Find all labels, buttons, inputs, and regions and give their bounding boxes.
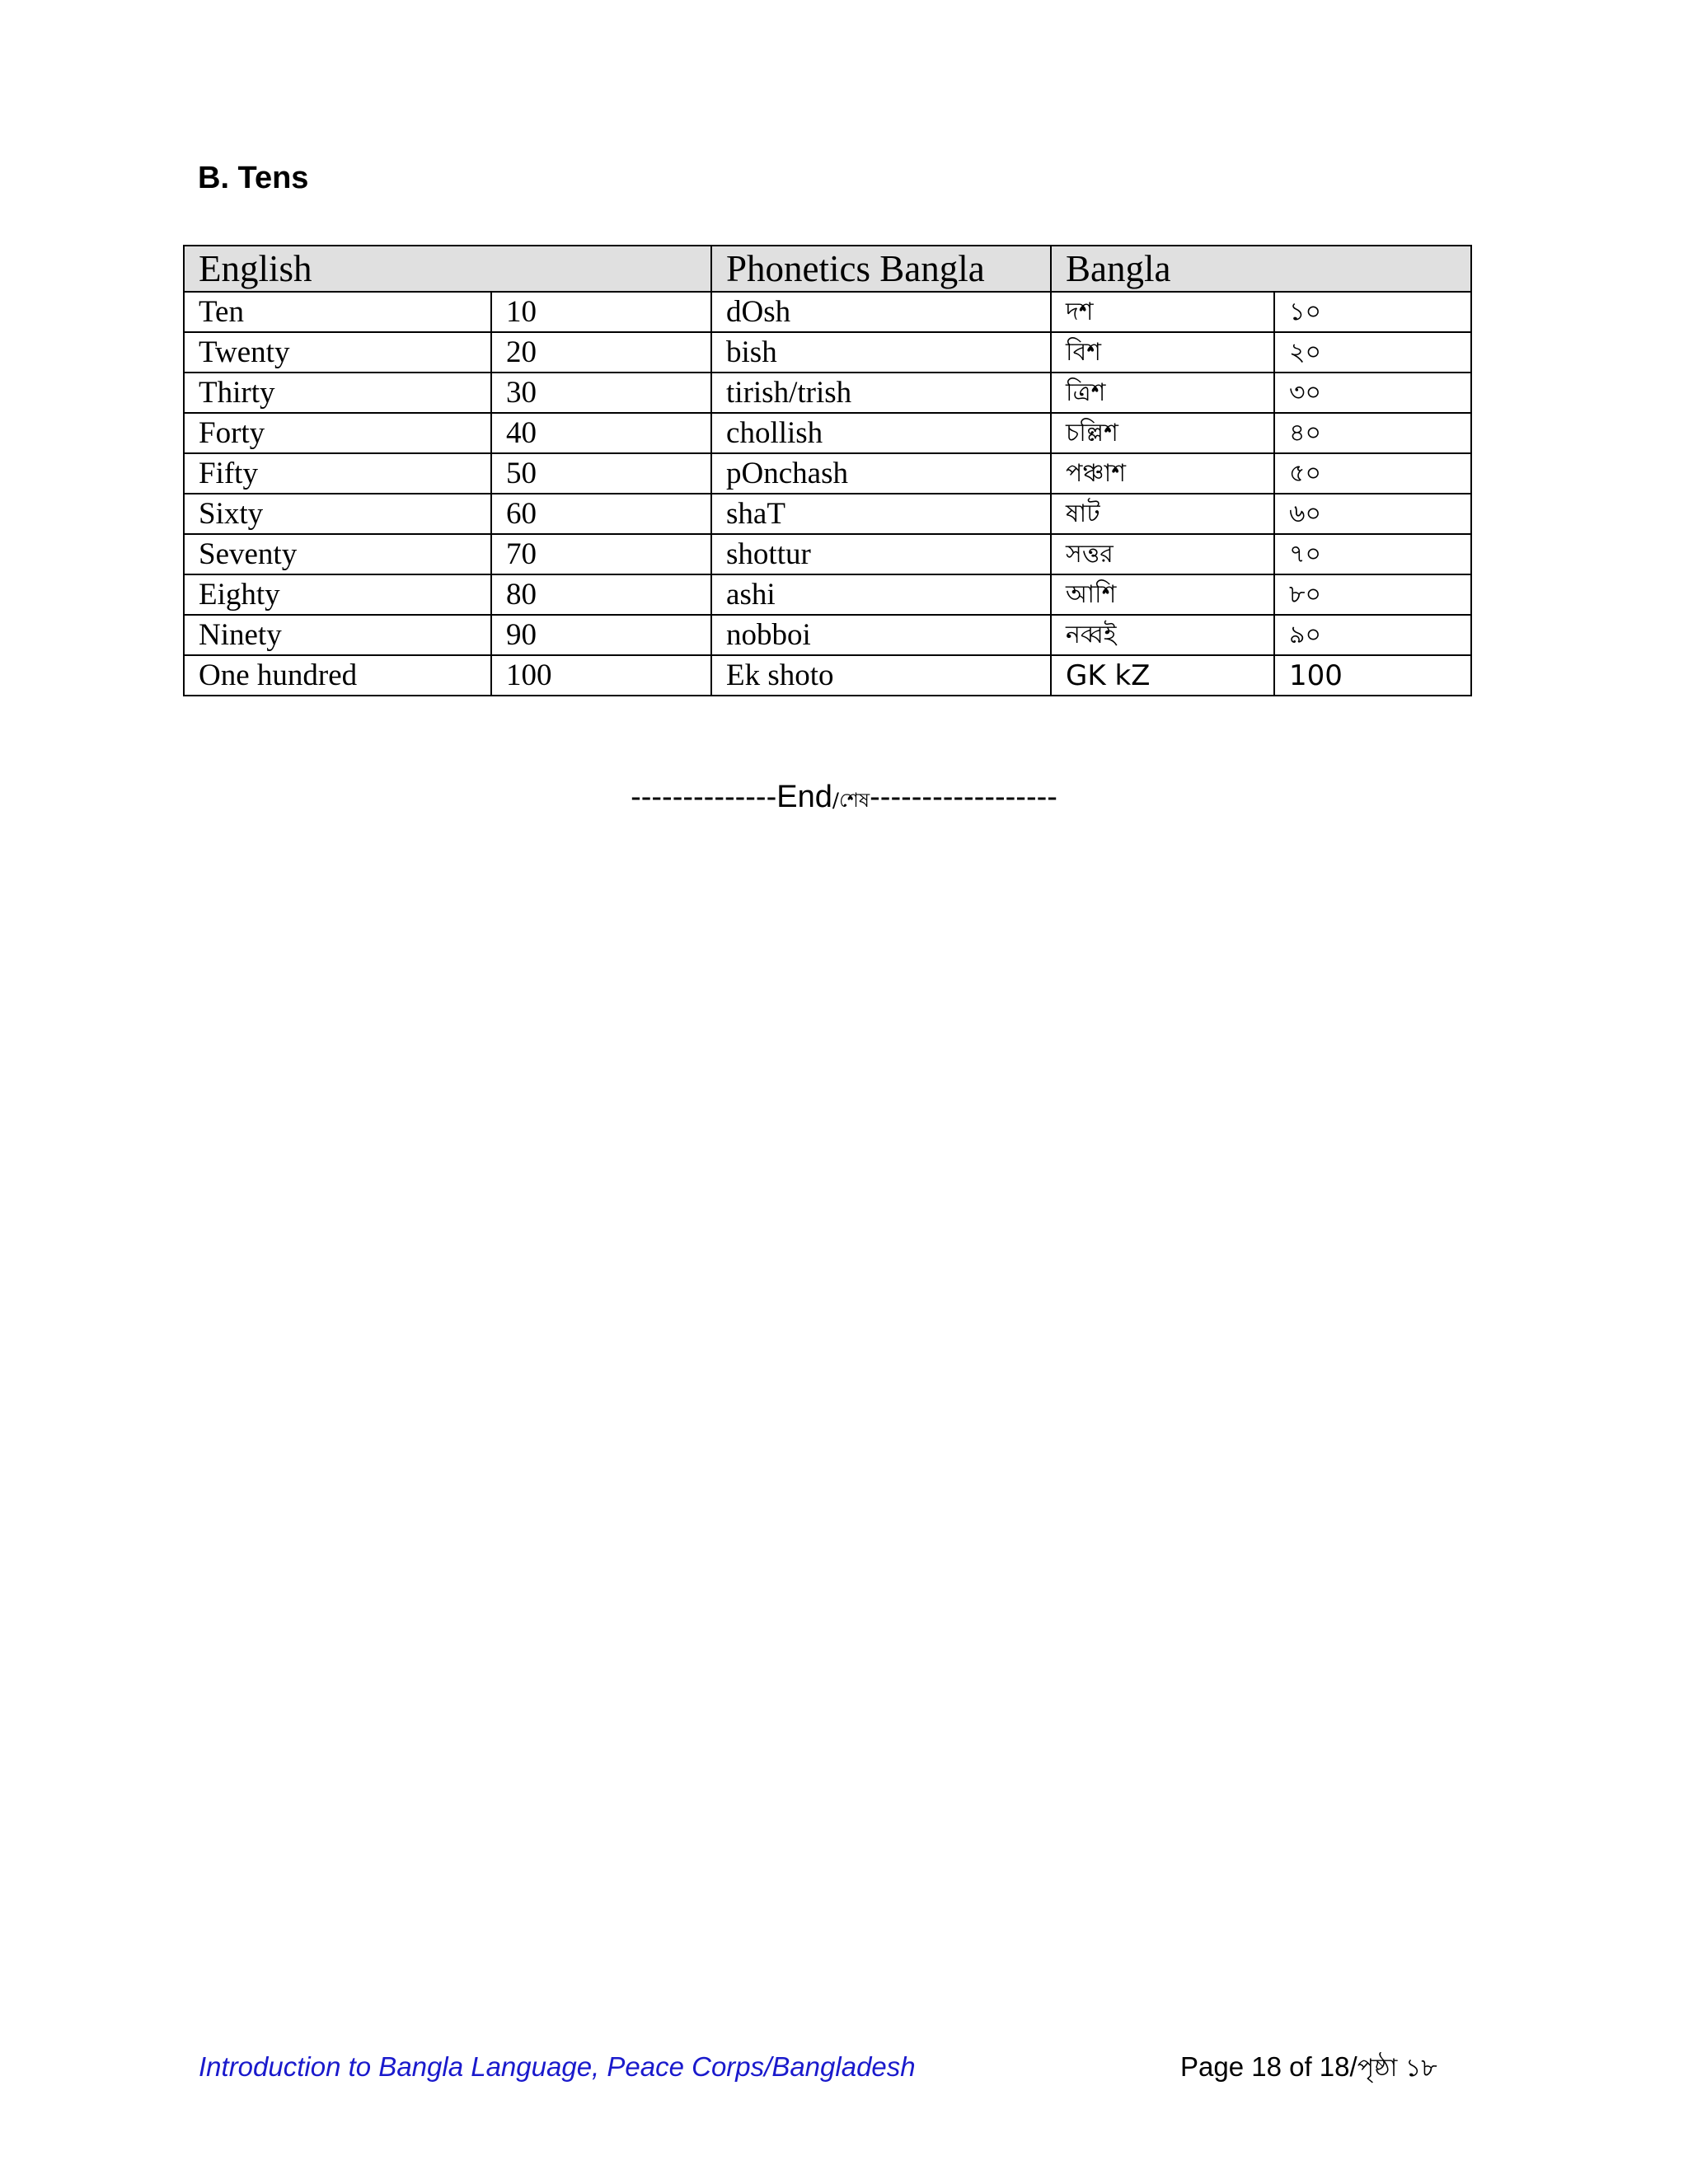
cell-english: Forty <box>184 413 491 453</box>
cell-phonetic: bish <box>711 332 1051 373</box>
cell-phonetic: tirish/trish <box>711 373 1051 413</box>
cell-english: Twenty <box>184 332 491 373</box>
cell-english: One hundred <box>184 655 491 696</box>
end-text: End <box>776 780 832 814</box>
cell-phonetic: Ek shoto <box>711 655 1051 696</box>
cell-bangla-number: ৭০ <box>1274 534 1471 574</box>
cell-bangla-number: ৬০ <box>1274 494 1471 534</box>
cell-bangla-number: ৪০ <box>1274 413 1471 453</box>
cell-bangla-word: বিশ <box>1051 332 1274 373</box>
cell-number: 10 <box>491 292 711 332</box>
cell-english: Fifty <box>184 453 491 494</box>
cell-bangla-number: ২০ <box>1274 332 1471 373</box>
table-row <box>184 413 1471 453</box>
table-row <box>184 494 1471 534</box>
table-row <box>184 655 1471 696</box>
footer-page-number <box>1180 2050 1437 2085</box>
table-row <box>184 453 1471 494</box>
table-row <box>184 574 1471 615</box>
cell-english: Thirty <box>184 373 491 413</box>
table-row <box>184 615 1471 655</box>
cell-bangla-word: ত্রিশ <box>1051 373 1274 413</box>
cell-english: Ninety <box>184 615 491 655</box>
cell-bangla-word: সত্তর <box>1051 534 1274 574</box>
table-row <box>184 292 1471 332</box>
section-heading: B. Tens <box>198 161 309 195</box>
footer-page-bangla: পৃষ্ঠা ১৮ <box>1357 2054 1437 2083</box>
cell-bangla-word: ষাট <box>1051 494 1274 534</box>
cell-bangla-word: GK kZ <box>1051 655 1274 696</box>
footer-page-text: Page 18 of 18/ <box>1180 2051 1357 2082</box>
cell-number: 40 <box>491 413 711 453</box>
cell-bangla-word: দশ <box>1051 292 1274 332</box>
table-row <box>184 332 1471 373</box>
cell-phonetic: nobboi <box>711 615 1051 655</box>
cell-phonetic: chollish <box>711 413 1051 453</box>
cell-bangla-word: পঞ্চাশ <box>1051 453 1274 494</box>
cell-number: 80 <box>491 574 711 615</box>
cell-bangla-number: ৫০ <box>1274 453 1471 494</box>
cell-number: 50 <box>491 453 711 494</box>
cell-number: 30 <box>491 373 711 413</box>
end-bangla-text: /শেষ <box>832 789 870 812</box>
table-row <box>184 373 1471 413</box>
cell-english: Seventy <box>184 534 491 574</box>
end-left-dashes: -------------- <box>631 780 777 814</box>
table-header-row <box>184 246 1471 292</box>
table-row <box>184 534 1471 574</box>
cell-english: Eighty <box>184 574 491 615</box>
cell-number: 70 <box>491 534 711 574</box>
cell-bangla-number: 100 <box>1274 655 1471 696</box>
cell-bangla-number: ১০ <box>1274 292 1471 332</box>
cell-bangla-number: ৮০ <box>1274 574 1471 615</box>
header-phonetics: Phonetics Bangla <box>711 246 1051 292</box>
cell-phonetic: shaT <box>711 494 1051 534</box>
cell-number: 90 <box>491 615 711 655</box>
cell-phonetic: shottur <box>711 534 1051 574</box>
cell-bangla-word: নব্বই <box>1051 615 1274 655</box>
end-right-dashes: ------------------ <box>870 780 1057 814</box>
cell-english: Sixty <box>184 494 491 534</box>
cell-number: 20 <box>491 332 711 373</box>
footer-document-title: Introduction to Bangla Language, Peace Corps/Bangladesh <box>199 2051 916 2082</box>
end-marker <box>0 779 1688 818</box>
cell-bangla-word: চল্লিশ <box>1051 413 1274 453</box>
cell-phonetic: pOnchash <box>711 453 1051 494</box>
cell-english: Ten <box>184 292 491 332</box>
cell-number: 100 <box>491 655 711 696</box>
cell-bangla-word: আশি <box>1051 574 1274 615</box>
cell-number: 60 <box>491 494 711 534</box>
tens-table <box>183 245 1472 696</box>
header-bangla: Bangla <box>1051 246 1471 292</box>
cell-bangla-number: ৩০ <box>1274 373 1471 413</box>
cell-phonetic: ashi <box>711 574 1051 615</box>
cell-bangla-number: ৯০ <box>1274 615 1471 655</box>
cell-phonetic: dOsh <box>711 292 1051 332</box>
header-english: English <box>184 246 711 292</box>
